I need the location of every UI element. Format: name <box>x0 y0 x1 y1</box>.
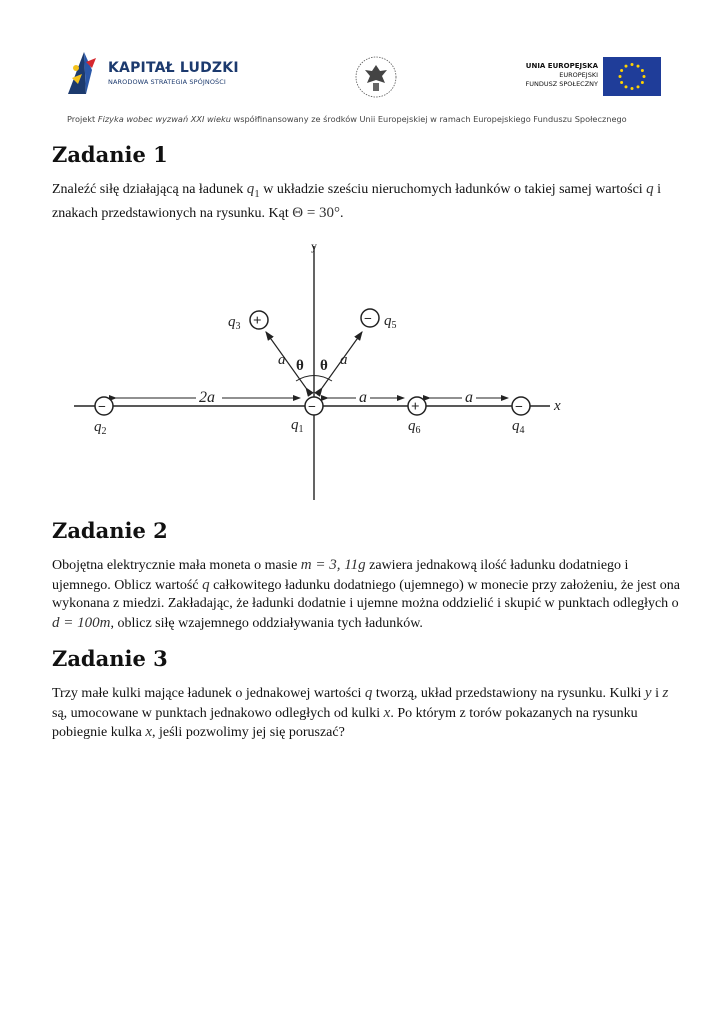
charge-q5-sign: − <box>364 312 372 327</box>
charge-q5-label <box>384 313 397 331</box>
eu-star-icon <box>625 85 628 88</box>
charge-q4 <box>512 397 530 436</box>
charges-figure <box>72 238 572 500</box>
zadanie3-text <box>52 684 682 743</box>
dim-a4-label: a <box>340 352 348 368</box>
dim-a3-label: a <box>278 352 286 368</box>
charge-q1-label <box>291 417 304 435</box>
charge-q2 <box>94 397 113 437</box>
zadanie1-text <box>52 180 682 223</box>
q4-sub: 4 <box>519 425 525 436</box>
q3-base: q <box>228 314 236 330</box>
eu-star-icon <box>620 81 623 84</box>
eu-star-icon <box>637 85 640 88</box>
z1-math-q1 <box>246 181 260 200</box>
z1-math-q: q <box>646 181 654 197</box>
z1-text-2: w układzie sześciu nieruchomych ładunków o takiej samej wartości <box>259 182 647 197</box>
dim-2a-label: 2a <box>199 389 215 406</box>
charge-q6-label <box>408 418 421 436</box>
z3-text-3: i <box>651 686 663 701</box>
eu-star-icon <box>637 65 640 68</box>
kapital-subtitle: NARODOWA STRATEGIA SPÓJNOŚCI <box>108 78 226 86</box>
z3-math-z: z <box>662 685 669 701</box>
eu-star-icon <box>631 63 634 66</box>
dim-a2-label: a <box>465 389 473 406</box>
q2-base: q <box>94 419 102 435</box>
z3-math-q: q <box>364 685 373 701</box>
q3-sub: 3 <box>235 321 241 332</box>
project-line <box>67 114 667 124</box>
charge-q3 <box>228 311 268 332</box>
eu-star-icon <box>619 75 622 78</box>
university-seal-icon <box>354 53 398 101</box>
z3-text-4: są, umocowane w punktach jednakowo odległych od kulki <box>52 705 384 721</box>
project-prefix: Projekt <box>67 114 98 124</box>
charge-q1 <box>291 397 323 435</box>
z3-text-5: . Po którym z torów pokazanych na rysunku pobiegnie kulka <box>52 705 638 740</box>
zadanie2-text <box>52 556 682 633</box>
theta-left-label: θ <box>296 358 304 374</box>
eu-star-icon <box>643 75 646 78</box>
y-axis-label: y <box>311 239 317 253</box>
zadanie3-title: Zadanie 3 <box>52 646 168 671</box>
charge-q6 <box>408 397 426 436</box>
zadanie1-title: Zadanie 1 <box>52 142 168 167</box>
z3-math-x: x <box>383 704 391 721</box>
eu-line2: EUROPEJSKI <box>559 71 598 79</box>
z1-math-q1-base: q <box>246 181 255 197</box>
zadanie2-title: Zadanie 2 <box>52 518 168 543</box>
kapital-title: KAPITAŁ LUDZKI <box>108 60 239 76</box>
eu-line3: FUNDUSZ SPOŁECZNY <box>525 80 598 88</box>
charge-q2-label <box>94 419 107 437</box>
z1-text-4: . <box>340 205 344 221</box>
charge-q6-sign: + <box>411 399 420 415</box>
q5-sub: 5 <box>391 320 397 331</box>
page-header <box>0 0 725 135</box>
z2-text-4: , oblicz siłę wzajemnego oddziaływania tych ładunków. <box>110 615 423 631</box>
x-axis-label: x <box>554 398 561 414</box>
z2-math-d: d = 100m <box>52 614 111 631</box>
charge-q3-label <box>228 314 241 332</box>
eu-text-block <box>470 62 598 89</box>
dim-a1-label: a <box>359 389 367 406</box>
z3-text-2: tworzą, układ przedstawiony na rysunku. Kulki <box>372 686 645 701</box>
z1-text-1: Znaleźć siłę działającą na ładunek <box>52 182 247 197</box>
project-name: Fizyka wobec wyzwań XXI wieku <box>97 114 231 124</box>
z3-math-x2: x <box>145 724 152 740</box>
charge-q5 <box>361 309 397 331</box>
charge-q2-sign: − <box>98 400 106 415</box>
q5-base: q <box>384 313 392 329</box>
z1-math-theta: Θ = 30° <box>292 204 341 221</box>
kapital-ludzki-logo <box>64 48 244 96</box>
z2-text-2: zawiera jednakową ilość ładunku dodatniego i ujemnego. Oblicz wartość <box>52 558 629 593</box>
eu-star-icon <box>631 87 634 90</box>
q1-base: q <box>291 417 299 433</box>
eu-star-icon <box>641 69 644 72</box>
eu-flag-icon <box>603 57 661 96</box>
q4-base: q <box>512 418 520 434</box>
z2-math-q: q <box>202 576 210 593</box>
eu-title: UNIA EUROPEJSKA <box>525 62 598 70</box>
kapital-ludzki-emblem-icon <box>64 48 106 96</box>
z2-math-mass: m = 3, 11g <box>300 557 366 573</box>
eu-star-icon <box>620 69 623 72</box>
charge-q1-sign: − <box>308 400 316 415</box>
eu-star-icon <box>625 65 628 68</box>
charge-q3-sign: + <box>253 313 262 329</box>
eu-star-icon <box>641 81 644 84</box>
z3-math-y: y <box>644 685 652 701</box>
q1-sub: 1 <box>298 424 304 435</box>
theta-right-label: θ <box>320 358 328 374</box>
charge-q4-sign: − <box>515 400 523 415</box>
q6-base: q <box>408 418 416 434</box>
z3-text-6: , jeśli pozwolimy jej się poruszać? <box>151 725 345 740</box>
z2-text-1: Obojętna elektrycznie mała moneta o masie <box>52 558 301 573</box>
charge-q4-label <box>512 418 525 436</box>
z1-math-q1-sub: 1 <box>254 188 260 200</box>
q2-sub: 2 <box>101 426 107 437</box>
z2-text-3: całkowitego ładunku dodatniego (ujemnego) w monecie przy założeniu, że jest ona wykonana z miedzi. Zakładając, że ładunki dodatnie i ujemne można oddzielić i skupić w punktach odległych o <box>52 577 680 611</box>
z1-text-3: i znakach przedstawionych na rysunku. Kąt <box>52 182 662 221</box>
z3-text-1: Trzy małe kulki mające ładunek o jednakowej wartości <box>52 686 365 701</box>
q6-sub: 6 <box>415 425 421 436</box>
project-suffix: współfinansowany ze środków Unii Europejskiej w ramach Europejskiego Funduszu Społecznego <box>230 114 627 124</box>
